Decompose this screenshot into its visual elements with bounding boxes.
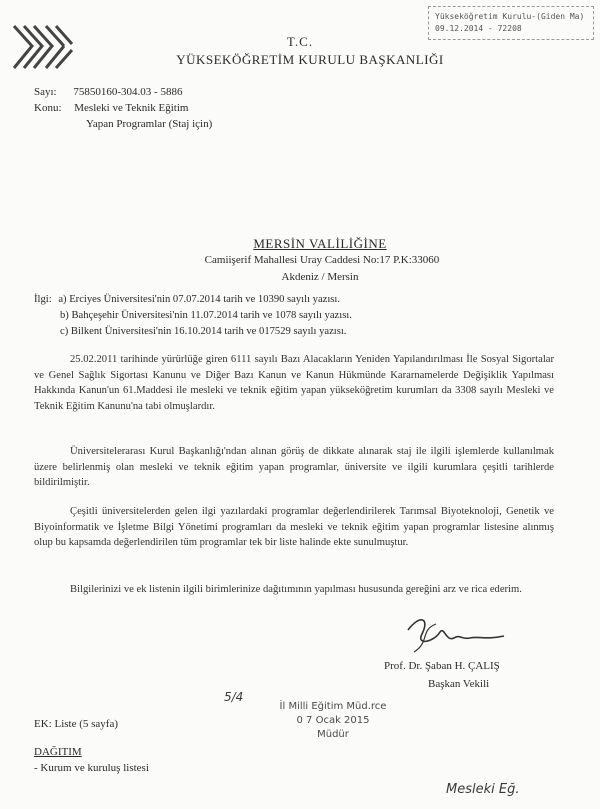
- registry-stamp-line2: 09.12.2014 - 72208: [435, 24, 522, 33]
- recipient-address1: Camiişerif Mahallesi Uray Caddesi No:17 P.K:33060: [204, 254, 440, 266]
- ilgi-b: b) Bahçeşehir Üniversitesi'nin 11.07.2014 tarih ve 1078 sayılı yazısı.: [60, 310, 352, 321]
- sayi-value: 75850160-304.03 - 5886: [73, 86, 183, 98]
- recipient-address2: Akdeniz / Mersin: [281, 271, 359, 283]
- recipient-title: MERSİN VALİLİĞİNE: [253, 236, 387, 251]
- body-paragraph-4: [34, 582, 554, 598]
- ilgi-a-row: [34, 294, 340, 305]
- ilgi-label: İlgi:: [34, 294, 52, 305]
- konu-row: [34, 102, 188, 114]
- receipt-stamp-line2: 0 7 Ocak 2015: [296, 715, 370, 726]
- distribution-label: DAĞITIM: [34, 746, 82, 758]
- header-tc: T.C.: [286, 34, 314, 49]
- signature-title: Başkan Vekili: [428, 678, 490, 690]
- signature-scribble: [400, 612, 510, 658]
- receipt-stamp-line1: İl Milli Eğitim Müd.rce: [279, 701, 387, 712]
- sayi-label: Sayı:: [34, 86, 57, 98]
- body-paragraph-1-text: 25.02.2011 tarihinde yürürlüğe giren 6111 sayılı Bazı Alacakların Yeniden Yapılandırılması İle Sosyal Sigortalar ve Genel Sağlık Sigortası Kanunu ve Diğer Bazı Kanun ve Kanun Hükmünde Kararnamelerde Değişiklik Yapılması Hakkında Kanun'un 61.Maddesi ile mesleki ve teknik eğitim yapan yükseköğretim kurumları da 3308 sayılı Mesleki ve Teknik Eğitim Kanunu'na tabi olmuşlardır.: [34, 354, 554, 412]
- konu-label: Konu:: [34, 102, 62, 114]
- ilgi-a: a) Erciyes Üniversitesi'nin 07.07.2014 tarih ve 10390 sayılı yazısı.: [58, 294, 341, 305]
- sayi-row: [34, 86, 182, 98]
- header-institution: YÜKSEKÖĞRETİM KURULU BAŞKANLIĞI: [176, 52, 444, 67]
- konu-line2: Yapan Programlar (Staj için): [86, 118, 213, 130]
- receipt-stamp: [258, 700, 408, 742]
- handwritten-note-top: 5/4: [224, 690, 244, 704]
- body-paragraph-1: [34, 352, 554, 414]
- receipt-stamp-line3: Müdür: [317, 729, 349, 740]
- handwritten-note-bottom: Mesleki Eğ.: [446, 782, 520, 797]
- body-paragraph-4-text: Bilgilerinizi ve ek listenin ilgili birimlerinize dağıtımının yapılması hususunda gereğini arz ve rica ederim.: [70, 584, 522, 595]
- signature-name: Prof. Dr. Şaban H. ÇALIŞ: [384, 660, 500, 672]
- attachment-line: EK: Liste (5 sayfa): [34, 718, 118, 730]
- body-paragraph-2-text: Üniversitelerarası Kurul Başkanlığı'ndan alınan görüş de dikkate alınarak staj ile ilgili işlemlerde kullanılmak üzere belirlenmiş olan mesleki ve teknik eğitim yapan programlar, üniversite ve ilgili kurumlara çeşitli tarihlerde bildirilmiştir.: [34, 446, 554, 489]
- body-paragraph-2: [34, 444, 554, 491]
- body-paragraph-3-text: Çeşitli üniversitelerden gelen ilgi yazılardaki programlar değerlendirilerek Tarımsal Biyoteknoloji, Genetik ve Biyoinformatik ve İşletme Bilgi Yönetimi programları da mesleki ve teknik eğitim yapan programlar listesine alınmış olup bu kapsamda değerlendirilen tüm programlar tek bir liste halinde ekte sunulmuştur.: [34, 506, 554, 549]
- registry-stamp-line1: Yükseköğretim Kurulu-(Giden Ma): [435, 12, 585, 21]
- body-paragraph-3: [34, 504, 554, 551]
- distribution-item: - Kurum ve kuruluş listesi: [34, 762, 149, 774]
- konu-line1: Mesleki ve Teknik Eğitim: [74, 102, 189, 114]
- ilgi-c: c) Bilkent Üniversitesi'nin 16.10.2014 tarih ve 017529 sayılı yazısı.: [60, 326, 347, 337]
